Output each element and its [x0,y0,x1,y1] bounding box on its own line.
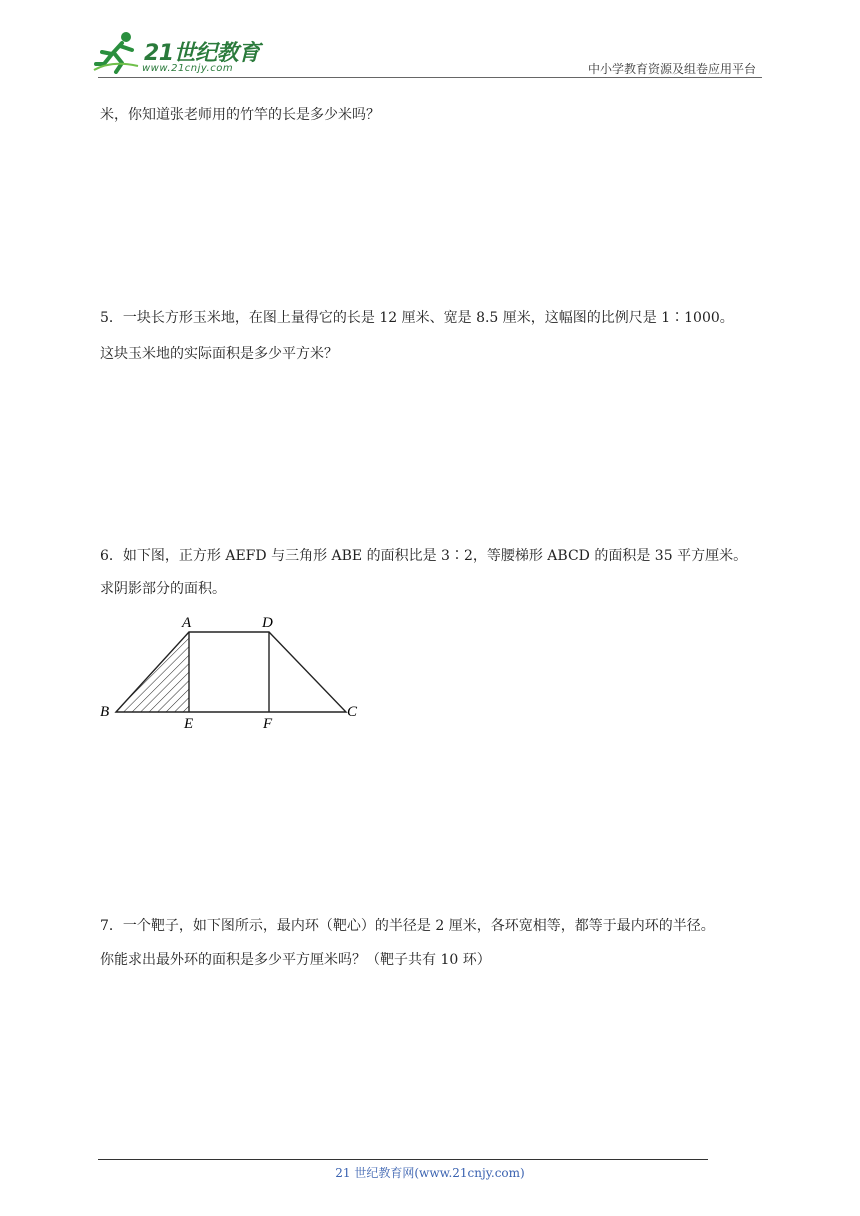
question-4-tail: 米，你知道张老师用的竹竿的长是多少米吗？ [100,107,380,123]
label-d: D [262,615,273,631]
logo-url-text: www.21cnjy.com [142,63,234,74]
page-header [0,0,860,80]
runner-logo-icon [92,30,142,74]
header-divider [98,77,762,78]
question-7-line-2: 你能求出最外环的面积是多少平方厘米吗？（靶子共有 10 环） [100,952,491,968]
label-c: C [347,704,358,720]
question-6-line-1: 6．如下图，正方形 AEFD 与三角形 ABE 的面积比是 3∶2，等腰梯形 ABCD 的面积是 35 平方厘米。 [100,548,748,564]
label-b: B [100,704,110,720]
footer-link[interactable]: 21 世纪教育网(www.21cnjy.com) [335,1166,525,1180]
question-5-line-2: 这块玉米地的实际面积是多少平方米？ [100,346,338,362]
label-f: F [263,716,273,732]
logo-brand-text: 21世纪教育 [144,41,260,66]
site-logo [92,30,262,80]
label-e: E [184,716,194,732]
question-5-line-1: 5．一块长方形玉米地，在图上量得它的长是 12 厘米、宽是 8.5 厘米，这幅图的比例尺是 1∶1000。 [100,310,734,326]
label-a: A [182,615,192,631]
footer-divider [98,1159,708,1160]
trapezoid-figure [96,612,366,737]
question-7-line-1: 7．一个靶子，如下图所示，最内环（靶心）的半径是 2 厘米，各环宽相等，都等于最内环的半径。 [100,918,715,934]
platform-title: 中小学教育资源及组卷应用平台 [587,62,756,76]
question-6-line-2: 求阴影部分的面积。 [100,581,226,597]
